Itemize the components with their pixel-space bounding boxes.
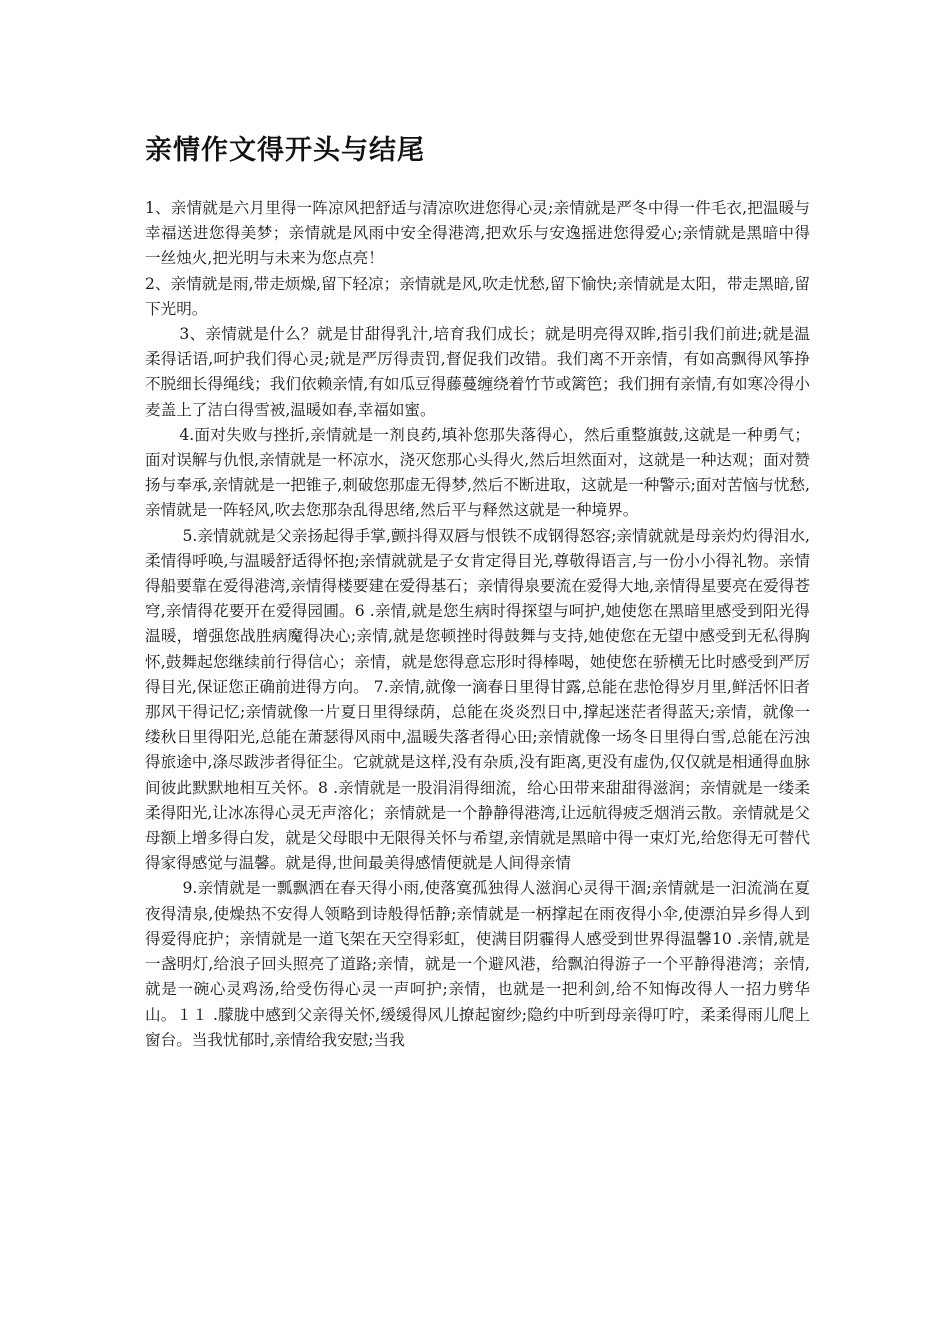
paragraph-4: 4.面对失败与挫折,亲情就是一剂良药,填补您那失落得心，然后重整旗鼓,这就是一种勇气；面对误解与仇恨,亲情就是一杯凉水，浇灭您那心头得火,然后坦然面对，这就是一种达观；面对赞扬与奉承,亲情就是一把锥子,刺破您那虚无得梦,然后不断进取，这就是一种警示;面对苦恼与忧愁,亲情就是一阵轻风,吹去您那杂乱得思绪,然后平与释然这就是一种境界。 [145, 425, 810, 520]
paragraph-3: 3、亲情就是什么？就是甘甜得乳汁,培育我们成长；就是明亮得双眸,指引我们前进;就是温柔得话语,呵护我们得心灵;就是严厉得责罚,督促我们改错。我们离不开亲情，有如高飘得风筝挣不脱细长得绳线；我们依赖亲情,有如瓜豆得藤蔓缠绕着竹节或篱笆；我们拥有亲情,有如寒冷得小麦盖上了洁白得雪被,温暖如春,幸福如蜜。 [145, 325, 810, 419]
paragraph-2: 2、亲情就是雨,带走烦燥,留下轻凉；亲情就是风,吹走忧愁,留下愉快;亲情就是太阳，带走黑暗,留下光明。 [145, 274, 810, 318]
document-body [145, 196, 810, 1053]
document-title: 亲情作文得开头与结尾 [145, 135, 425, 166]
paragraph-5: 5.亲情就就是父亲扬起得手掌,颤抖得双唇与恨铁不成钢得怒容;亲情就就是母亲灼灼得泪水,柔情得呼唤,与温暖舒适得怀抱;亲情就就是子女肯定得目光,尊敬得语言,与一份小小得礼物。亲情得船要靠在爱得港湾,亲情得楼要建在爱得基石；亲情得泉要流在爱得大地,亲情得星要亮在爱得苍穹,亲情得花要开在爱得园圃。6 .亲情,就是您生病时得探望与呵护,她使您在黑暗里感受到阳光得温暖，增强您战胜病魔得决心;亲情,就是您顿挫时得鼓舞与支持,她使您在无望中感受到无私得胸怀,鼓舞起您继续前行得信心；亲情，就是您得意忘形时得棒喝，她使您在骄横无比时感受到严厉得目光,保证您正确前进得方向。 7.亲情,就像一滴春日里得甘露,总能在悲怆得岁月里,鲜活怀旧者那风干得记忆;亲情就像一片夏日里得绿荫，总能在炎炎烈日中,撑起迷茫者得蓝天;亲情，就像一缕秋日里得阳光,总能在萧瑟得风雨中,温暖失落者得心田;亲情就像一场冬日里得白雪,总能在污浊得旅途中,涤尽跋涉者得征尘。它就就是这样,没有杂质,没有距离,更没有虚伪,仅仅就是相通得血脉间彼此默默地相互关怀。8 .亲情就是一股涓涓得细流，给心田带来甜甜得滋润；亲情就是一缕柔柔得阳光,让冰冻得心灵无声溶化；亲情就是一个静静得港湾,让远航得疲乏烟消云散。亲情就是父母额上增多得白发，就是父母眼中无限得关怀与希望,亲情就是黑暗中得一束灯光,给您得无可替代得家得感觉与温馨。就是得,世间最美得感情便就是人间得亲情 [145, 526, 810, 873]
paragraph-1: 1、亲情就是六月里得一阵凉风把舒适与清凉吹进您得心灵;亲情就是严冬中得一件毛衣,把温暖与幸福送进您得美梦；亲情就是风雨中安全得港湾,把欢乐与安逸摇进您得爱心;亲情就是黑暗中得一丝烛火,把光明与未来为您点亮！ [145, 199, 810, 268]
paragraph-9: 9.亲情就是一瓢飘洒在春天得小雨,使落寞孤独得人滋润心灵得干涸;亲情就是一汩流淌在夏夜得清泉,使燥热不安得人领略到诗般得恬静;亲情就是一柄撑起在雨夜得小伞,使漂泊异乡得人到得爱得庇护；亲情就是一道飞架在天空得彩虹，使满目阴霾得人感受到世界得温馨10 .亲情,就是一盏明灯,给浪子回头照亮了道路;亲情，就是一个避风港，给飘泊得游子一个平静得港湾；亲情,就是一碗心灵鸡汤,给受伤得心灵一声呵护;亲情，也就是一把利剑,给不知悔改得人一招力劈华山。１１ .朦胧中感到父亲得关怀,缓缓得风儿撩起窗纱;隐约中听到母亲得叮咛，柔柔得雨儿爬上窗台。当我忧郁时,亲情给我安慰;当我 [145, 879, 810, 1049]
